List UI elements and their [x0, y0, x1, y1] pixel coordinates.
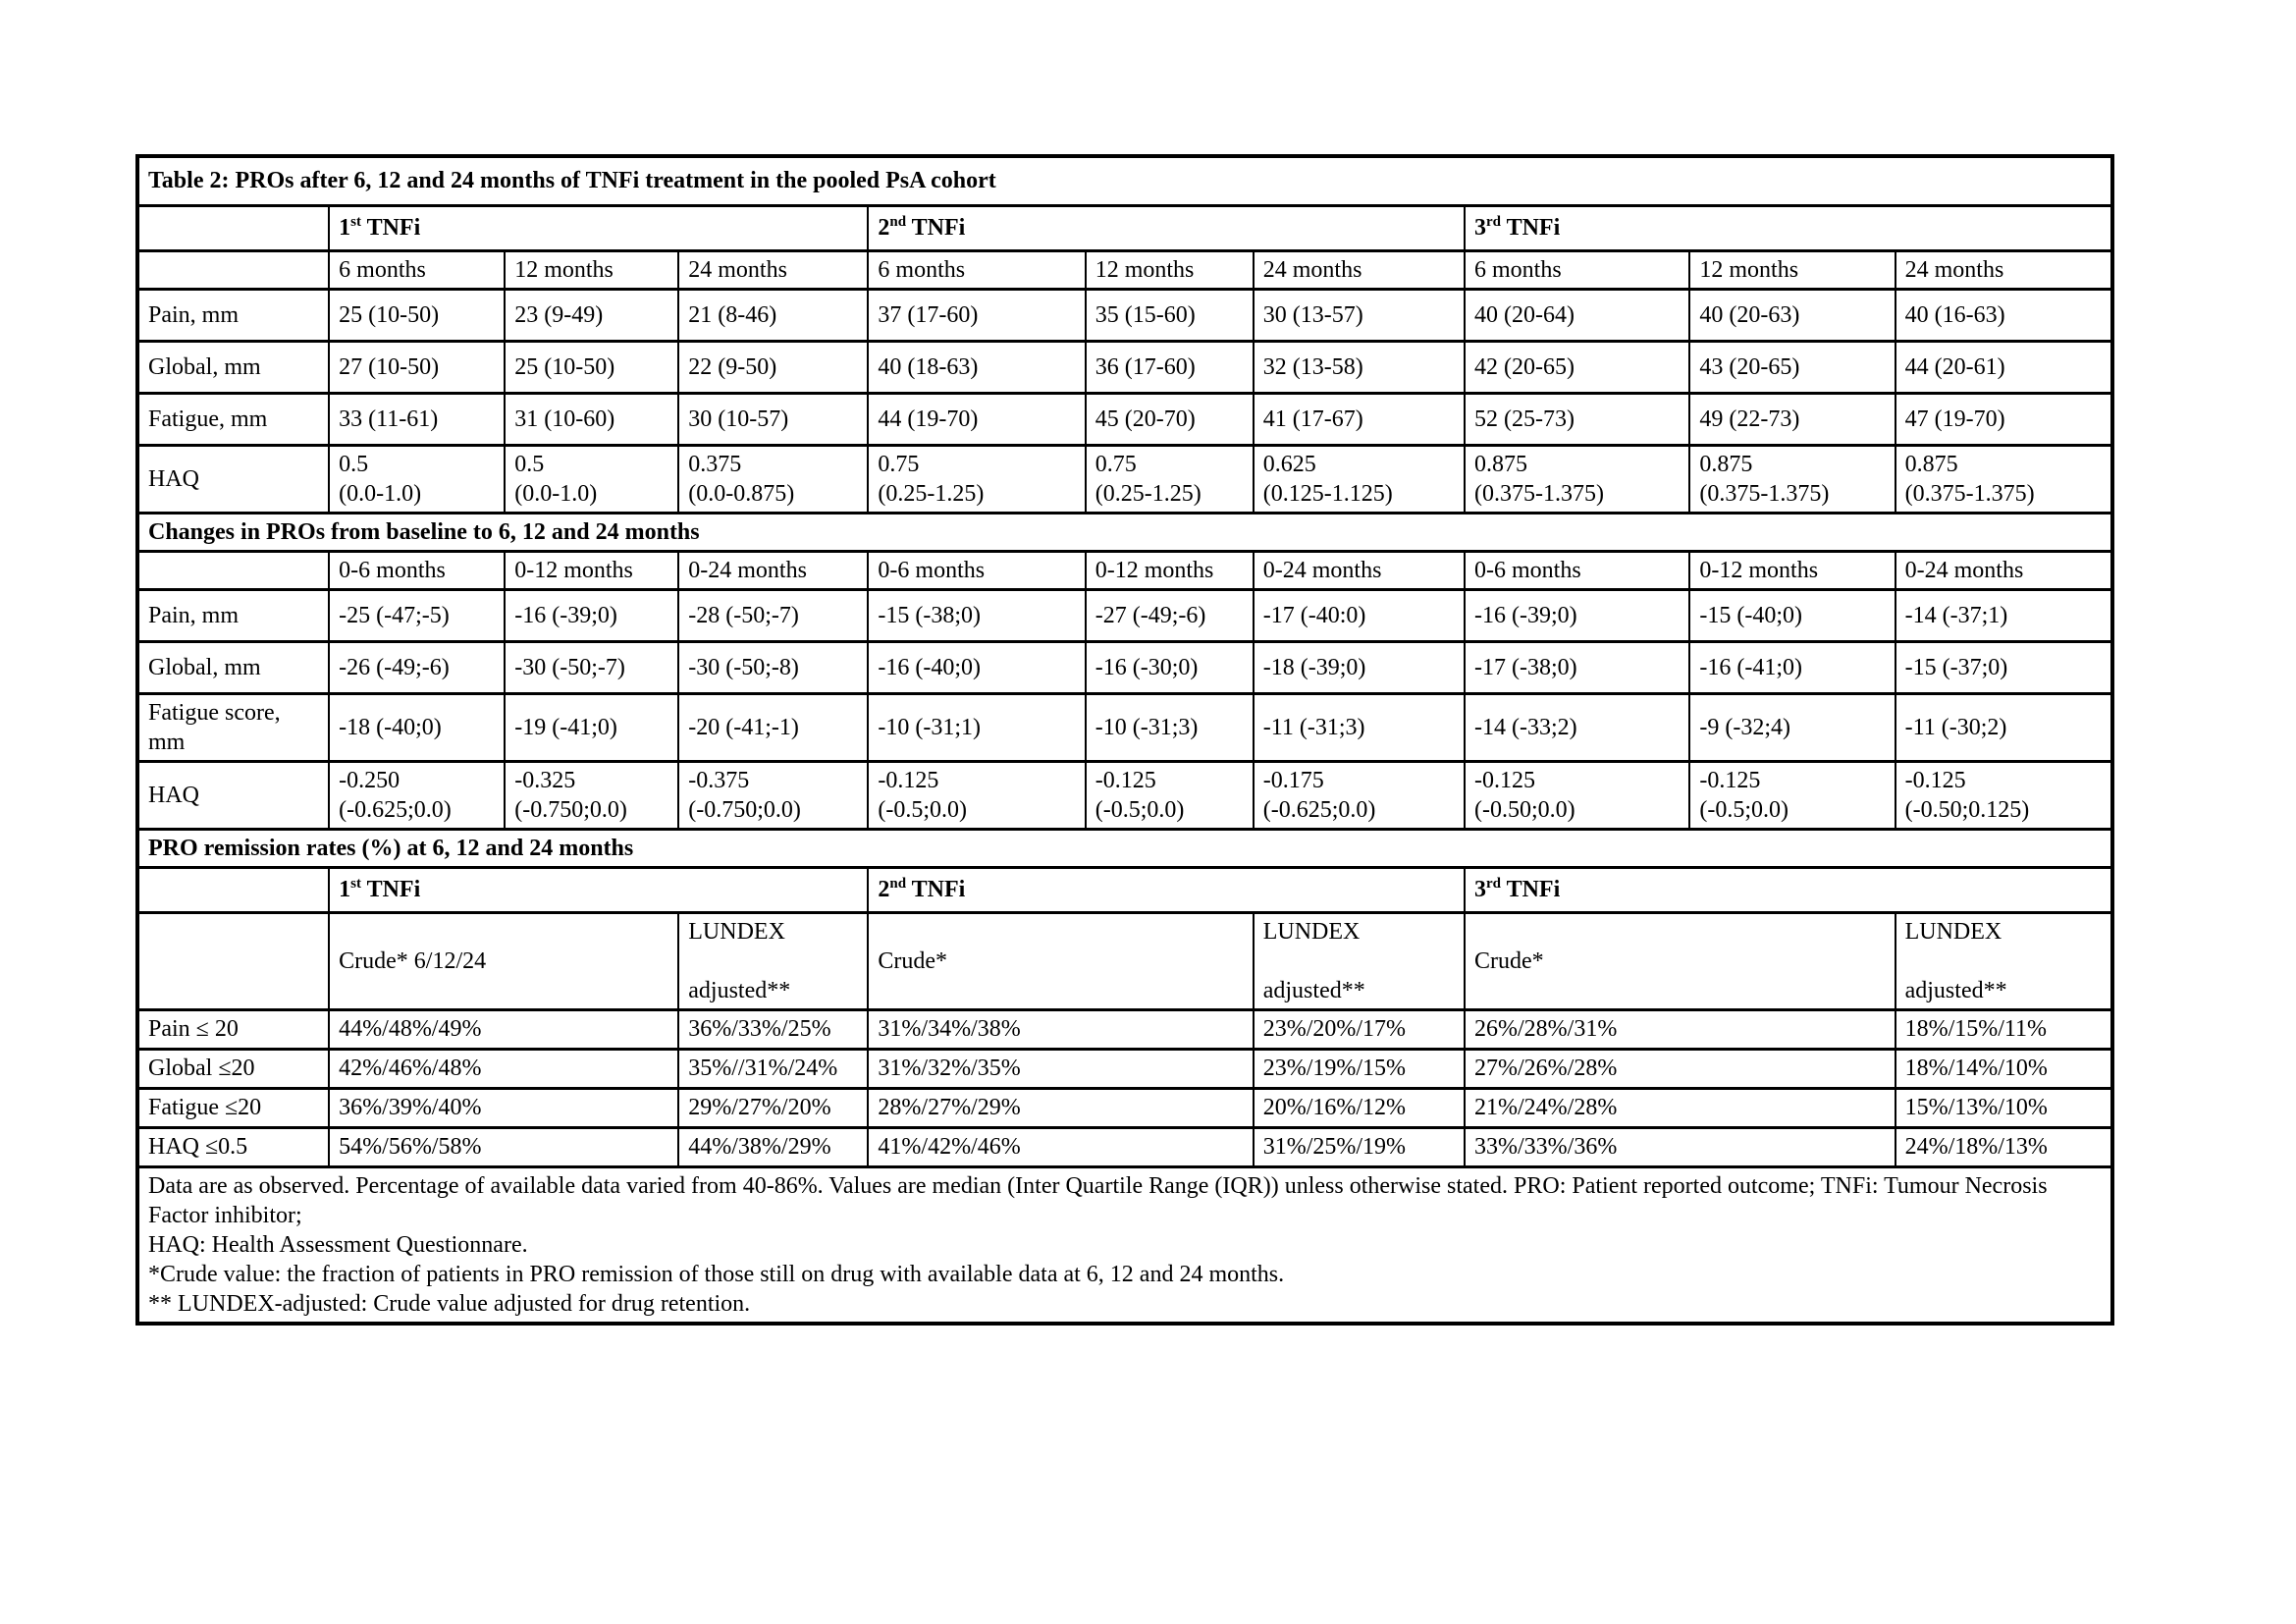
- value-cell: 33 (11-61): [329, 393, 505, 445]
- row-label: Pain, mm: [137, 589, 329, 641]
- row-label: Global, mm: [137, 341, 329, 393]
- column-header: 24 months: [678, 250, 868, 289]
- table-row: [137, 250, 2112, 289]
- value-cell: -30 (-50;-7): [505, 641, 678, 693]
- column-header: 0-24 months: [1254, 551, 1465, 589]
- column-header-lundex: [1254, 912, 1465, 1009]
- value-cell: 27 (10-50): [329, 341, 505, 393]
- value-cell: 30 (10-57): [678, 393, 868, 445]
- table-row-fatigue-change: [137, 693, 2112, 761]
- iqr-value: (0.375-1.375): [1904, 480, 2035, 507]
- empty-cell: [137, 912, 329, 1009]
- value-cell: -28 (-50;-7): [678, 589, 868, 641]
- value-cell: 44%/38%/29%: [678, 1127, 868, 1166]
- iqr-value: (-0.750;0.0): [514, 796, 627, 823]
- ordinal-suffix: rd: [1486, 876, 1502, 892]
- value-cell: [678, 445, 868, 513]
- median-value: -0.375: [688, 767, 750, 793]
- value-cell: 54%/56%/58%: [329, 1127, 678, 1166]
- table-row-haq-remission: [137, 1127, 2112, 1166]
- median-value: 0.75: [878, 451, 920, 477]
- column-header: 12 months: [505, 250, 678, 289]
- value-cell: 30 (13-57): [1254, 289, 1465, 341]
- value-cell: 31%/25%/19%: [1254, 1127, 1465, 1166]
- value-cell: -10 (-31;1): [868, 693, 1085, 761]
- value-cell: -16 (-41;0): [1689, 641, 1895, 693]
- value-cell: 36%/33%/25%: [678, 1009, 868, 1049]
- column-header-lundex: [678, 912, 868, 1009]
- value-cell: 25 (10-50): [505, 341, 678, 393]
- iqr-value: (0.25-1.25): [1095, 480, 1201, 507]
- column-header-crude: Crude* 6/12/24: [329, 912, 678, 1009]
- median-value: 0.75: [1095, 451, 1137, 477]
- column-header: 0-12 months: [1086, 551, 1254, 589]
- value-cell: 26%/28%/31%: [1465, 1009, 1896, 1049]
- median-value: 0.875: [1699, 451, 1753, 477]
- table-title: Table 2: PROs after 6, 12 and 24 months of TNFi treatment in the pooled PsA cohort: [137, 156, 2112, 205]
- group-number: 3: [1474, 215, 1487, 241]
- group-name: TNFi: [906, 877, 966, 902]
- value-cell: 28%/27%/29%: [868, 1088, 1253, 1127]
- column-header: 0-6 months: [329, 551, 505, 589]
- adjusted-label: adjusted**: [688, 977, 791, 1003]
- table-row: [137, 551, 2112, 589]
- median-value: -0.125: [1699, 767, 1761, 793]
- median-value: -0.325: [514, 767, 576, 793]
- empty-cell: [137, 867, 329, 912]
- value-cell: [1896, 761, 2112, 829]
- value-cell: -20 (-41;-1): [678, 693, 868, 761]
- value-cell: 31 (10-60): [505, 393, 678, 445]
- value-cell: 27%/26%/28%: [1465, 1049, 1896, 1088]
- value-cell: -14 (-37;1): [1896, 589, 2112, 641]
- footnotes: [137, 1166, 2112, 1324]
- group-number: 1: [339, 877, 351, 902]
- value-cell: 24%/18%/13%: [1896, 1127, 2112, 1166]
- row-label: Fatigue, mm: [137, 393, 329, 445]
- value-cell: -26 (-49;-6): [329, 641, 505, 693]
- value-cell: 40 (16-63): [1896, 289, 2112, 341]
- value-cell: 23%/19%/15%: [1254, 1049, 1465, 1088]
- value-cell: 18%/15%/11%: [1896, 1009, 2112, 1049]
- value-cell: 31%/32%/35%: [868, 1049, 1253, 1088]
- row-label: Pain, mm: [137, 289, 329, 341]
- table-row-global-change: [137, 641, 2112, 693]
- median-value: 0.875: [1904, 451, 1958, 477]
- value-cell: -11 (-30;2): [1896, 693, 2112, 761]
- median-value: -0.175: [1262, 767, 1324, 793]
- median-value: 0.5: [514, 451, 545, 477]
- iqr-value: (-0.50;0.0): [1474, 796, 1575, 823]
- table-row-global-remission: [137, 1049, 2112, 1088]
- iqr-value: (-0.5;0.0): [1699, 796, 1789, 823]
- group-header-1st-tnfi: [329, 205, 868, 250]
- value-cell: [505, 761, 678, 829]
- table-row: [137, 156, 2112, 205]
- iqr-value: (-0.625;0.0): [339, 796, 452, 823]
- table-row: [137, 205, 2112, 250]
- column-header: 24 months: [1896, 250, 2112, 289]
- value-cell: 32 (13-58): [1254, 341, 1465, 393]
- median-value: 0.625: [1262, 451, 1316, 477]
- value-cell: 23%/20%/17%: [1254, 1009, 1465, 1049]
- group-header-3rd-tnfi: [1465, 205, 2112, 250]
- table-row-haq-change: [137, 761, 2112, 829]
- value-cell: 47 (19-70): [1896, 393, 2112, 445]
- value-cell: 40 (20-63): [1689, 289, 1895, 341]
- value-cell: -16 (-40;0): [868, 641, 1085, 693]
- value-cell: 33%/33%/36%: [1465, 1127, 1896, 1166]
- value-cell: 49 (22-73): [1689, 393, 1895, 445]
- table-row-global: [137, 341, 2112, 393]
- table-row-fatigue-remission: [137, 1088, 2112, 1127]
- value-cell: -9 (-32;4): [1689, 693, 1895, 761]
- group-name: TNFi: [1501, 877, 1561, 902]
- ordinal-suffix: st: [350, 214, 361, 230]
- value-cell: [1465, 761, 1689, 829]
- group-header-1st-tnfi: [329, 867, 868, 912]
- value-cell: 44 (19-70): [868, 393, 1085, 445]
- table-row-pain: [137, 289, 2112, 341]
- value-cell: -16 (-39;0): [505, 589, 678, 641]
- value-cell: [329, 445, 505, 513]
- column-header: 0-6 months: [1465, 551, 1689, 589]
- column-header: 6 months: [868, 250, 1085, 289]
- table-row-pain-remission: [137, 1009, 2112, 1049]
- column-header: 24 months: [1254, 250, 1465, 289]
- row-label: Fatigue ≤20: [137, 1088, 329, 1127]
- value-cell: [1896, 445, 2112, 513]
- iqr-value: (0.0-1.0): [514, 480, 598, 507]
- iqr-value: (0.125-1.125): [1262, 480, 1393, 507]
- value-cell: 42 (20-65): [1465, 341, 1689, 393]
- value-cell: 40 (20-64): [1465, 289, 1689, 341]
- value-cell: 40 (18-63): [868, 341, 1085, 393]
- column-header: 0-6 months: [868, 551, 1085, 589]
- value-cell: 44%/48%/49%: [329, 1009, 678, 1049]
- value-cell: 41 (17-67): [1254, 393, 1465, 445]
- value-cell: [868, 445, 1085, 513]
- group-header-3rd-tnfi: [1465, 867, 2112, 912]
- table-row: [137, 912, 2112, 1009]
- group-name: TNFi: [361, 877, 421, 902]
- value-cell: -18 (-40;0): [329, 693, 505, 761]
- pro-results-table: [135, 154, 2114, 1326]
- ordinal-suffix: st: [350, 876, 361, 892]
- column-header: 0-12 months: [1689, 551, 1895, 589]
- adjusted-label: adjusted**: [1904, 977, 2007, 1003]
- section-title-remission: PRO remission rates (%) at 6, 12 and 24 months: [137, 829, 2112, 867]
- median-value: 0.375: [688, 451, 742, 477]
- value-cell: -10 (-31;3): [1086, 693, 1254, 761]
- adjusted-label: adjusted**: [1262, 977, 1365, 1003]
- table-row: [137, 829, 2112, 867]
- row-label: HAQ: [137, 445, 329, 513]
- footnote-line: Data are as observed. Percentage of available data varied from 40-86%. Values are median (Inter Quartile Range (IQR)) unless otherwise stated. PRO: Patient reported outcome; TNFi: Tumour Necrosis Factor inhibitor;: [148, 1172, 2048, 1228]
- value-cell: [329, 761, 505, 829]
- value-cell: [868, 761, 1085, 829]
- value-cell: 43 (20-65): [1689, 341, 1895, 393]
- table-row-fatigue: [137, 393, 2112, 445]
- iqr-value: (0.375-1.375): [1474, 480, 1604, 507]
- column-header: 0-12 months: [505, 551, 678, 589]
- value-cell: [505, 445, 678, 513]
- median-value: 0.875: [1474, 451, 1528, 477]
- iqr-value: (0.375-1.375): [1699, 480, 1830, 507]
- value-cell: 31%/34%/38%: [868, 1009, 1253, 1049]
- value-cell: -27 (-49;-6): [1086, 589, 1254, 641]
- ordinal-suffix: rd: [1486, 214, 1502, 230]
- column-header-crude: Crude*: [1465, 912, 1896, 1009]
- table-row: [137, 513, 2112, 551]
- value-cell: 52 (25-73): [1465, 393, 1689, 445]
- table-row: [137, 867, 2112, 912]
- row-label: Fatigue score, mm: [137, 693, 329, 761]
- iqr-value: (0.0-1.0): [339, 480, 422, 507]
- row-label: Global ≤20: [137, 1049, 329, 1088]
- footnote-line: *Crude value: the fraction of patients in PRO remission of those still on drug with available data at 6, 12 and 24 months.: [148, 1261, 1285, 1287]
- value-cell: 15%/13%/10%: [1896, 1088, 2112, 1127]
- group-header-2nd-tnfi: [868, 205, 1465, 250]
- column-header: 0-24 months: [678, 551, 868, 589]
- value-cell: 45 (20-70): [1086, 393, 1254, 445]
- iqr-value: (-0.750;0.0): [688, 796, 801, 823]
- value-cell: -17 (-38;0): [1465, 641, 1689, 693]
- value-cell: 21%/24%/28%: [1465, 1088, 1896, 1127]
- value-cell: [1086, 445, 1254, 513]
- column-header-lundex: [1896, 912, 2112, 1009]
- median-value: -0.250: [339, 767, 400, 793]
- empty-cell: [137, 551, 329, 589]
- group-number: 3: [1474, 877, 1487, 902]
- value-cell: [1254, 445, 1465, 513]
- column-header: 12 months: [1086, 250, 1254, 289]
- iqr-value: (-0.50;0.125): [1904, 796, 2030, 823]
- value-cell: -16 (-39;0): [1465, 589, 1689, 641]
- lundex-label: LUNDEX: [688, 918, 785, 945]
- row-label: HAQ ≤0.5: [137, 1127, 329, 1166]
- value-cell: -25 (-47;-5): [329, 589, 505, 641]
- value-cell: [678, 761, 868, 829]
- value-cell: [1254, 761, 1465, 829]
- table-row-haq: [137, 445, 2112, 513]
- value-cell: 22 (9-50): [678, 341, 868, 393]
- table-row-pain-change: [137, 589, 2112, 641]
- median-value: -0.125: [1904, 767, 1966, 793]
- value-cell: -16 (-30;0): [1086, 641, 1254, 693]
- column-header: 6 months: [329, 250, 505, 289]
- section-title-changes: Changes in PROs from baseline to 6, 12 and 24 months: [137, 513, 2112, 551]
- table-row: [137, 1166, 2112, 1324]
- footnote-line: ** LUNDEX-adjusted: Crude value adjusted for drug retention.: [148, 1290, 751, 1317]
- median-value: -0.125: [1095, 767, 1156, 793]
- value-cell: [1689, 445, 1895, 513]
- value-cell: -18 (-39;0): [1254, 641, 1465, 693]
- ordinal-suffix: nd: [889, 876, 907, 892]
- value-cell: 41%/42%/46%: [868, 1127, 1253, 1166]
- value-cell: 35%//31%/24%: [678, 1049, 868, 1088]
- group-name: TNFi: [1501, 215, 1561, 241]
- value-cell: 36 (17-60): [1086, 341, 1254, 393]
- value-cell: 35 (15-60): [1086, 289, 1254, 341]
- median-value: -0.125: [1474, 767, 1536, 793]
- value-cell: -15 (-38;0): [868, 589, 1085, 641]
- iqr-value: (-0.5;0.0): [878, 796, 968, 823]
- value-cell: -11 (-31;3): [1254, 693, 1465, 761]
- value-cell: 42%/46%/48%: [329, 1049, 678, 1088]
- value-cell: 20%/16%/12%: [1254, 1088, 1465, 1127]
- empty-cell: [137, 205, 329, 250]
- column-header: 12 months: [1689, 250, 1895, 289]
- column-header-crude: Crude*: [868, 912, 1253, 1009]
- group-name: TNFi: [361, 215, 421, 241]
- value-cell: 44 (20-61): [1896, 341, 2112, 393]
- group-name: TNFi: [906, 215, 966, 241]
- ordinal-suffix: nd: [889, 214, 907, 230]
- value-cell: -30 (-50;-8): [678, 641, 868, 693]
- row-label: Global, mm: [137, 641, 329, 693]
- iqr-value: (-0.625;0.0): [1262, 796, 1376, 823]
- value-cell: -17 (-40:0): [1254, 589, 1465, 641]
- iqr-value: (-0.5;0.0): [1095, 796, 1185, 823]
- row-label: Pain ≤ 20: [137, 1009, 329, 1049]
- value-cell: -14 (-33;2): [1465, 693, 1689, 761]
- value-cell: 36%/39%/40%: [329, 1088, 678, 1127]
- group-number: 2: [878, 877, 890, 902]
- empty-cell: [137, 250, 329, 289]
- iqr-value: (0.25-1.25): [878, 480, 985, 507]
- lundex-label: LUNDEX: [1262, 918, 1361, 945]
- column-header: 0-24 months: [1896, 551, 2112, 589]
- iqr-value: (0.0-0.875): [688, 480, 795, 507]
- value-cell: 25 (10-50): [329, 289, 505, 341]
- column-header: 6 months: [1465, 250, 1689, 289]
- value-cell: [1465, 445, 1689, 513]
- value-cell: -15 (-40;0): [1689, 589, 1895, 641]
- value-cell: 18%/14%/10%: [1896, 1049, 2112, 1088]
- value-cell: 29%/27%/20%: [678, 1088, 868, 1127]
- value-cell: 37 (17-60): [868, 289, 1085, 341]
- value-cell: [1689, 761, 1895, 829]
- median-value: 0.5: [339, 451, 369, 477]
- footnote-line: HAQ: Health Assessment Questionnare.: [148, 1231, 528, 1258]
- value-cell: 23 (9-49): [505, 289, 678, 341]
- median-value: -0.125: [878, 767, 939, 793]
- value-cell: [1086, 761, 1254, 829]
- row-label: HAQ: [137, 761, 329, 829]
- group-header-2nd-tnfi: [868, 867, 1465, 912]
- lundex-label: LUNDEX: [1904, 918, 2002, 945]
- group-number: 1: [339, 215, 351, 241]
- value-cell: -15 (-37;0): [1896, 641, 2112, 693]
- group-number: 2: [878, 215, 890, 241]
- value-cell: 21 (8-46): [678, 289, 868, 341]
- value-cell: -19 (-41;0): [505, 693, 678, 761]
